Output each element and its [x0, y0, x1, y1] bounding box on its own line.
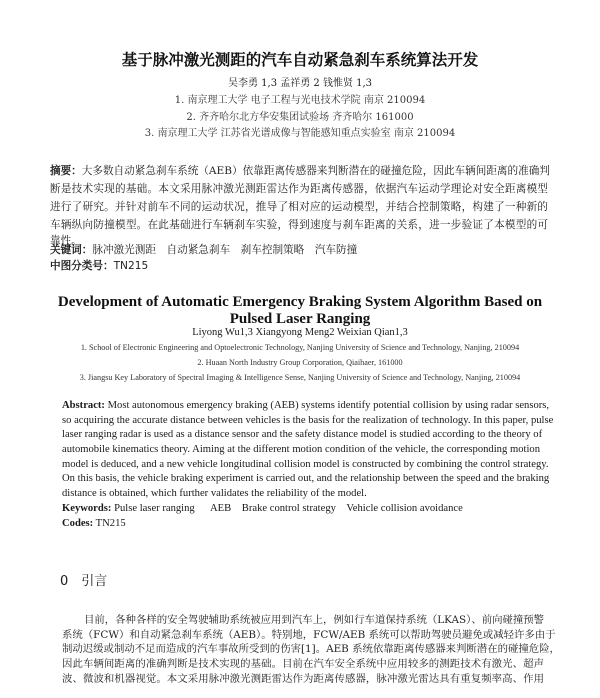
english-abstract-line: distance is obtained, which further validates the reliability of the model.	[62, 488, 367, 499]
chinese-affiliation-3: 3. 南京理工大学 江苏省光谱成像与智能感知重点实验室 南京 210094	[144, 128, 456, 139]
intro-line: 波、微波和机器视觉。本文采用脉冲激光测距雷达作为距离传感器，脉冲激光雷达具有重复频率高、作用	[62, 673, 544, 685]
english-affiliation-2: 2. Huaan North Industry Group Corporation, Qiaihaer, 161000	[197, 358, 403, 367]
english-authors: Liyong Wu1,3 Xiangyong Meng2 Weixian Qian1,3	[192, 327, 408, 338]
english-abstract-line	[62, 400, 550, 411]
english-abstract-line: On this basis, the vehicle braking experiment is carried out, and the relationship between the speed and the braking	[62, 473, 550, 484]
keywords-text: Pulse laser ranging AEB Brake control strategy Vehicle collision avoidance	[114, 503, 463, 514]
chinese-abstract-line	[50, 163, 548, 178]
intro-line: 制动迟缓或制动不足而造成的汽车事故所受到的伤害[1]。AEB 系统依靠距离传感器来判断潜在的碰撞危险，	[62, 643, 560, 655]
chinese-authors: 吴李勇 1,3 孟祥勇 2 钱惟贤 1,3	[227, 78, 373, 89]
chinese-title: 基于脉冲激光测距的汽车自动紧急刹车系统算法开发	[121, 51, 479, 69]
chinese-affiliation-2: 2. 齐齐哈尔北方华安集团试验场 齐齐哈尔 161000	[186, 112, 414, 123]
english-abstract-line: model is deduced, and a new vehicle longitudinal collision model is constructed by combining the control strategy.	[62, 459, 549, 470]
english-abstract-line: automobile kinematics theory. Aiming at the different motion condition of the vehicle, the corresponding motion	[62, 444, 540, 455]
abstract-label: Abstract:	[62, 400, 105, 411]
codes-value: TN215	[95, 518, 126, 529]
clc-value: TN215	[113, 260, 149, 272]
keywords-label: Keywords:	[62, 503, 112, 514]
chinese-abstract-line: 进行了研究。并针对前车不同的运动状况，推导了相对应的运动模型，并结合控制策略，构建了一种新的	[50, 201, 548, 213]
english-title-line-2: Pulsed Laser Ranging	[229, 311, 371, 327]
intro-line: 因此车辆间距离的准确判断是技术实现的基础。目前在汽车安全系统中应用较多的测距技术有激光、超声	[62, 658, 544, 670]
english-affiliation-1: 1. School of Electronic Engineering and Optoelectronic Technology, Nanjing University of Science and Technology, Nanjing, 210094	[80, 343, 520, 352]
chinese-clc	[50, 258, 548, 273]
english-keywords	[62, 503, 463, 514]
chinese-keywords	[50, 242, 548, 257]
english-affiliation-3: 3. Jiangsu Key Laboratory of Spectral Imaging & Intelligence Sense, Nanjing University of Science and Technology, Nanjing, 210094	[79, 373, 521, 382]
keywords-text: 脉冲激光测距 自动紧急刹车 刹车控制策略 汽车防撞	[92, 244, 358, 256]
chinese-abstract-line: 车辆纵向防撞模型。在此基础进行车辆刹车实验，得到速度与刹车距离的关系，进一步验证了本模型的可	[50, 219, 548, 231]
clc-label: 中图分类号：	[50, 260, 114, 272]
intro-line: 系统（FCW）和自动紧急刹车系统（AEB）。特别地，FCW/AEB 系统可以帮助驾驶员避免或减轻许多由于	[62, 629, 556, 641]
section-heading-introduction: 0 引言	[60, 574, 108, 589]
abstract-label: 摘要：	[50, 165, 82, 177]
english-abstract-line: so acquiring the accurate distance between vehicles is the basis for the realization of technology. In this paper, pulse	[62, 415, 554, 426]
chinese-abstract-line: 断是技术实现的基础。本文采用脉冲激光测距雷达作为距离传感器，依据汽车运动学理论对安全距离模型	[50, 183, 548, 195]
chinese-affiliation-1: 1. 南京理工大学 电子工程与光电技术学院 南京 210094	[174, 95, 426, 106]
english-abstract-line: laser ranging radar is used as a distance sensor and the safety distance model is studied according to the theory of	[62, 429, 543, 440]
english-codes	[62, 518, 126, 529]
keywords-label: 关键词：	[50, 244, 93, 256]
abstract-text: 大多数自动紧急刹车系统（AEB）依靠距离传感器来判断潜在的碰撞危险，因此车辆间距离的准确判	[81, 165, 550, 177]
abstract-text: Most autonomous emergency braking (AEB) systems identify potential collision by using radar sensors,	[107, 400, 550, 411]
codes-label: Codes:	[62, 518, 94, 529]
chinese-abstract-line: 靠性。	[50, 235, 82, 247]
english-title-line-1: Development of Automatic Emergency Braking System Algorithm Based on	[57, 294, 543, 310]
intro-line: 目前，各种各样的安全驾驶辅助系统被应用到汽车上，例如行车道保持系统（LKAS）、前向碰撞预警	[84, 614, 545, 626]
